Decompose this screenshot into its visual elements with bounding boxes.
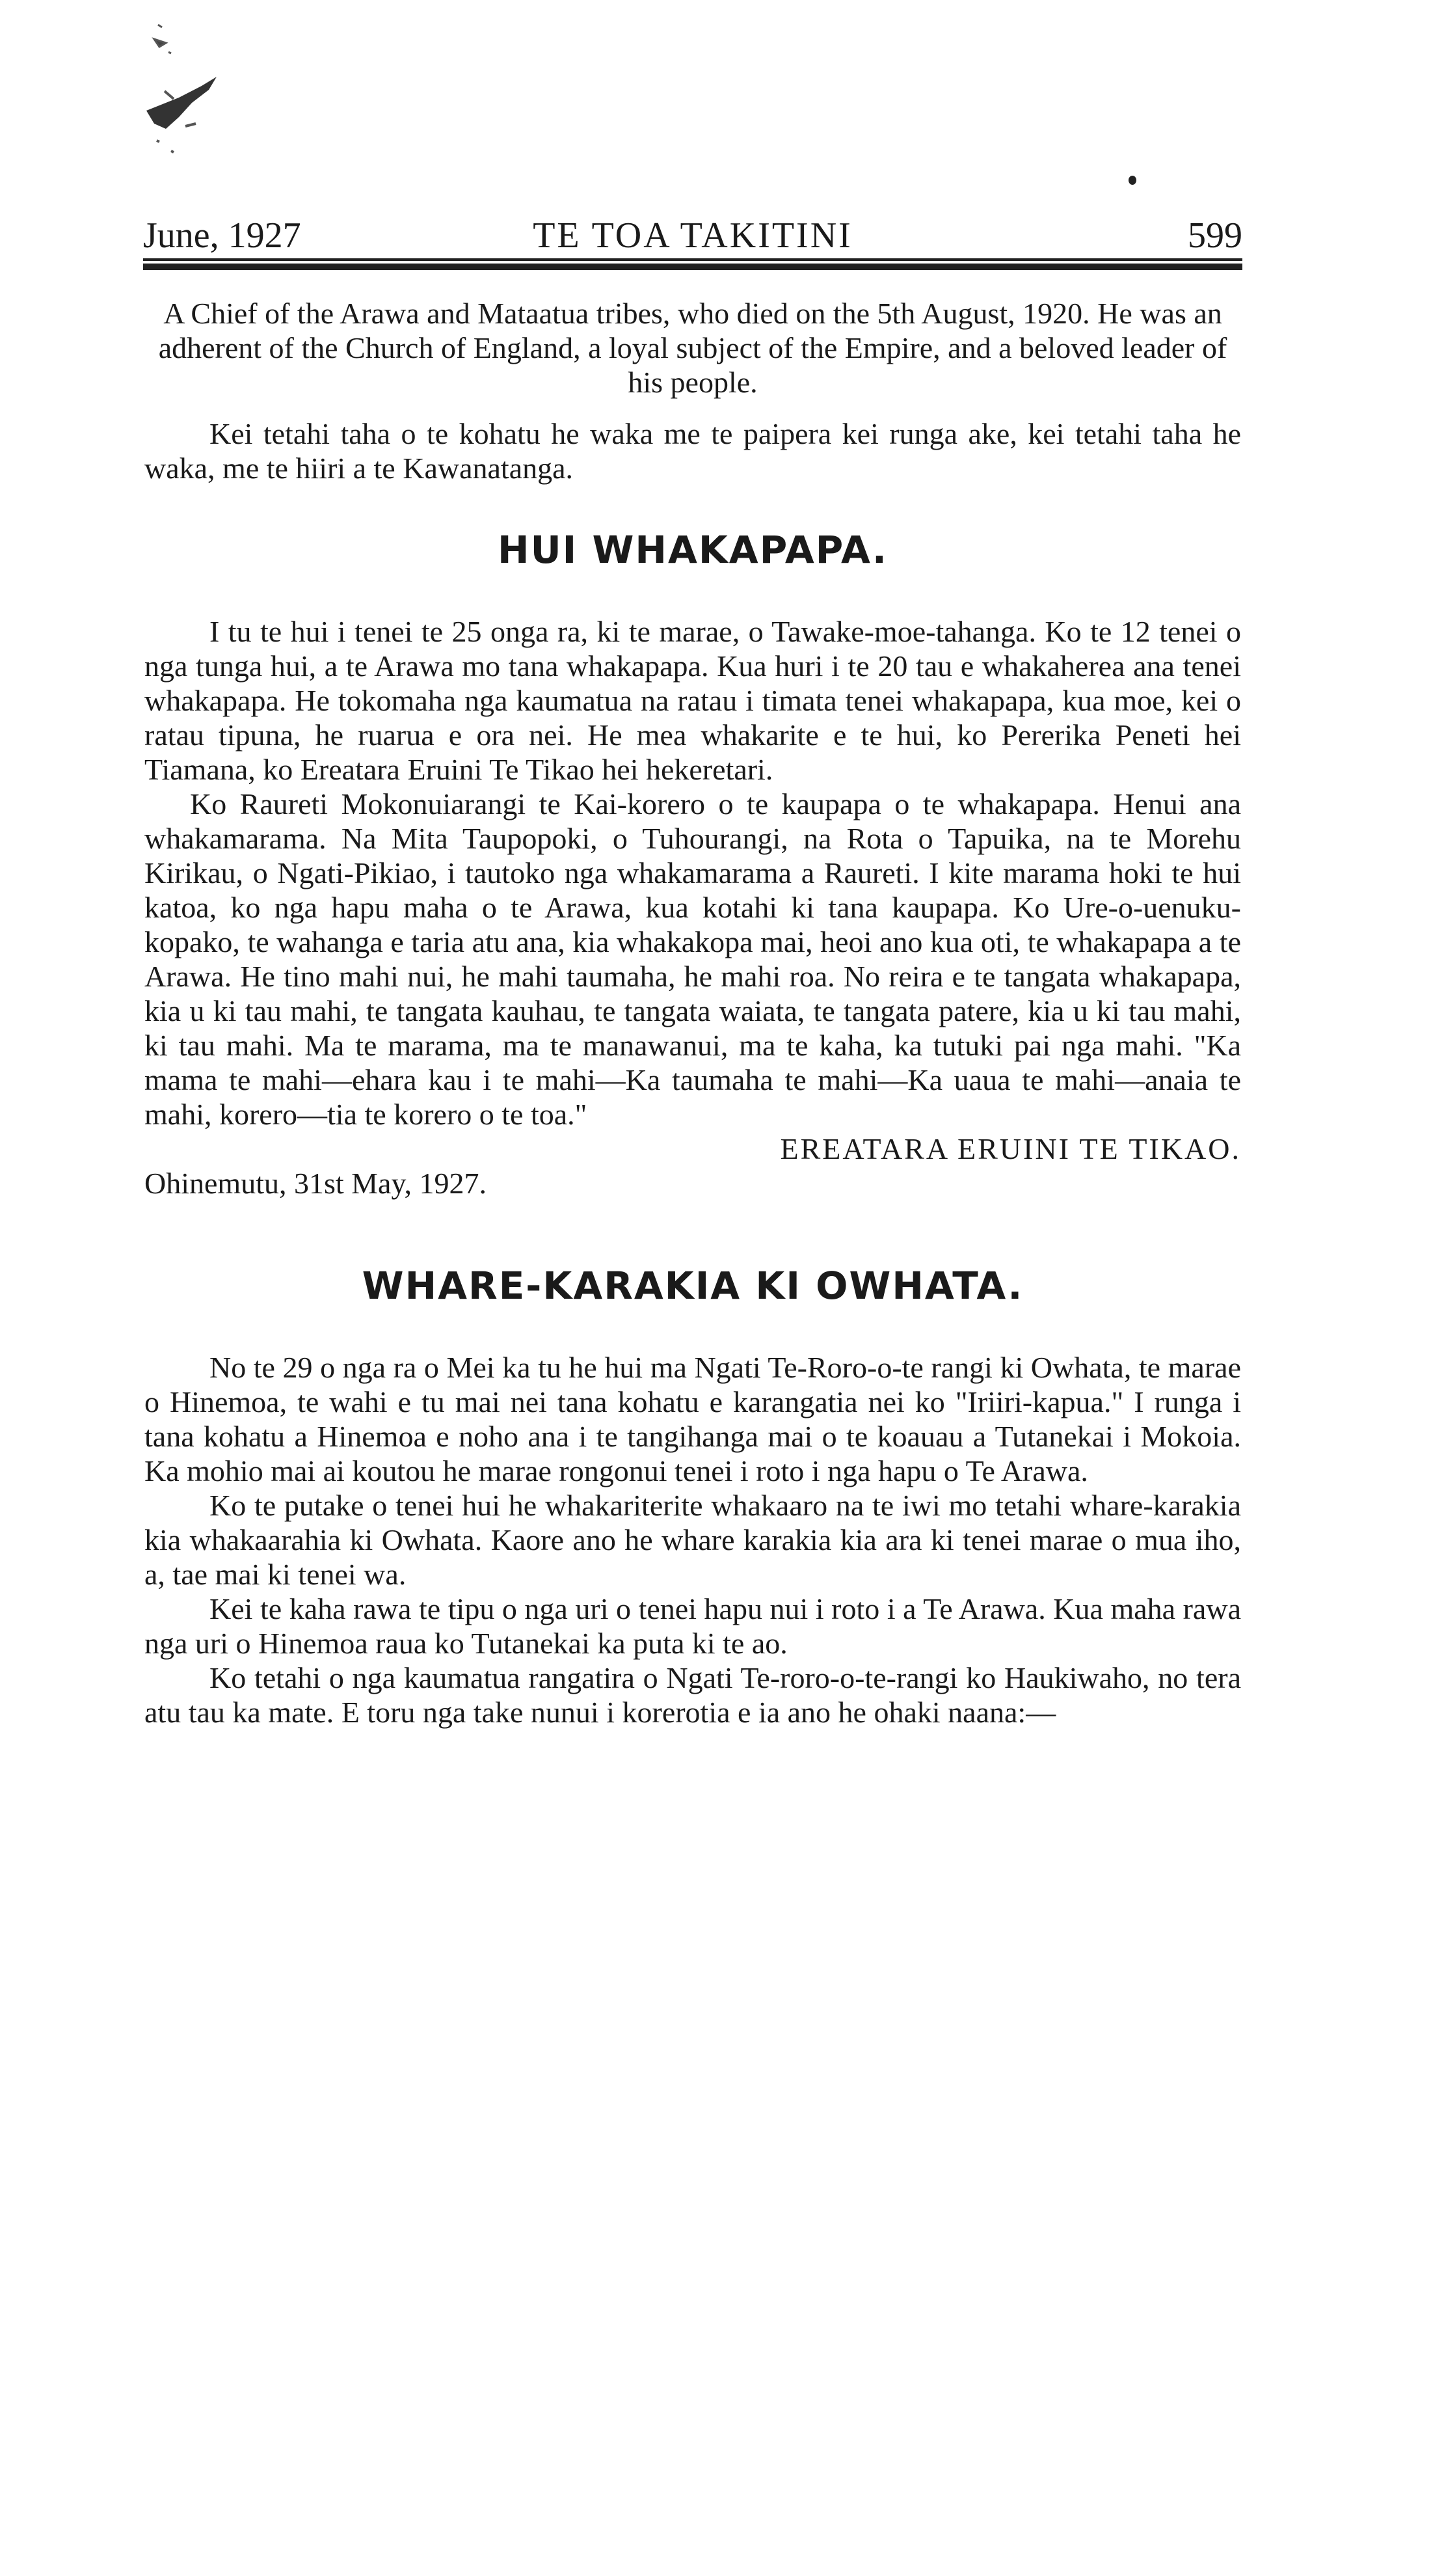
header-rule-thick	[143, 264, 1242, 270]
page-number: 599	[1188, 215, 1242, 256]
ink-dot	[1129, 176, 1136, 185]
owhata-paragraph-2: Ko te putake o tenei hui he whakariterite whakaaro na te iwi mo tetahi whare-karakia kia whakaarahia ki Owhata. Kaore ano he whare karakia kia ara ki tenei marae o mua iho, a, tae mai ki tenei wa.	[144, 1489, 1241, 1591]
owhata-paragraph-1: No te 29 o nga ra o Mei ka tu he hui ma Ngati Te-Roro-o-te rangi ki Owhata, te marae o Hinemoa, te wahi e tu mai nei tana kohatu e karangatia nei ko "Iriiri-kapua." I runga i tana kohatu a Hinemoa e noho ana i te tangihanga mai o te koauau a Tutanekai i Mokoia. Ka mohio mai ai koutou he marae rongonui tenei i roto i nga hapu o Te Arawa.	[144, 1351, 1241, 1487]
section-heading-whare-karakia: WHARE-KARAKIA KI OWHATA.	[362, 1264, 1024, 1308]
owhata-paragraph-4: Ko tetahi o nga kaumatua rangatira o Ngati Te-roro-o-te-rangi ko Haukiwaho, no tera atu tau ka mate. E toru nga take nunui i korerotia e ia ano he ohaki naana:—	[144, 1661, 1241, 1729]
stone-description: Kei tetahi taha o te kohatu he waka me te paipera kei runga ake, kei tetahi taha he waka, me te hiiri a te Kawanatanga.	[144, 417, 1241, 485]
header-rule-thin	[143, 258, 1242, 261]
owhata-paragraph-3: Kei te kaha rawa te tipu o nga uri o tenei hapu nui i roto i a Te Arawa. Kua maha rawa nga uri o Hinemoa raua ko Tutanekai ka puta ki te ao.	[144, 1592, 1241, 1660]
place-date: Ohinemutu, 31st May, 1927.	[144, 1167, 487, 1200]
section-heading-hui-whakapapa: HUI WHAKAPAPA.	[498, 528, 888, 572]
author-signature: EREATARA ERUINI TE TIKAO.	[780, 1132, 1241, 1165]
header-title: TE TOA TAKITINI	[533, 215, 853, 256]
page-body	[144, 296, 1241, 1729]
ink-specks	[140, 13, 270, 156]
hui-paragraph-1: I tu te hui i tenei te 25 onga ra, ki te marae, o Tawake-moe-tahanga. Ko te 12 tenei o nga tunga hui, a te Arawa mo tana whakapapa. Kua huri i te 20 tau e whakaherea ana tenei whakapapa. He tokomaha nga kaumatua na ratau i timata tenei whakapapa, kua moe, kei o ratau tipuna, he ruarua e ora nei. He mea whakarite e te hui, ko Pererika Peneti hei Tiamana, ko Ereatara Eruini Te Tikao hei hekeretari.	[144, 615, 1241, 786]
hui-paragraph-2: Ko Raureti Mokonuiarangi te Kai-korero o te kaupapa o te whakapapa. Henui ana whakamarama. Na Mita Taupopoki, o Tuhourangi, na Rota o Tapuika, na te Morehu Kirikau, o Ngati-Pikiao, i tautoko nga whakamarama a Raureti. I kite marama hoki te hui katoa, ko nga hapu maha o te Arawa, kua kotahi ki tana kaupapa. Ko Ure-o-uenuku-kopako, te wahanga e taria atu ana, kia whakakopa mai, heoi ano kua oti, te whakapapa a te Arawa. He tino mahi nui, he mahi taumaha, he mahi roa. No reira e te tangata whakapapa, kia u ki tau mahi, te tangata kauhau, te tangata waiata, te tangata patere, kia u ki tau mahi, ki tau mahi. Ma te marama, ma te manawanui, ma te kaha, ka tutuki pai nga mahi. "Ka mama te mahi—ehara kau i te mahi—Ka taumaha te mahi—Ka uaua te mahi—anaia te mahi, korero—tia te korero o te toa."	[144, 787, 1241, 1131]
header-date: June, 1927	[143, 215, 301, 256]
epitaph-text: A Chief of the Arawa and Mataatua tribes, who died on the 5th August, 1920. He was an adherent of the Church of England, a loyal subject of the Empire, and a beloved leader of his people.	[158, 297, 1227, 399]
